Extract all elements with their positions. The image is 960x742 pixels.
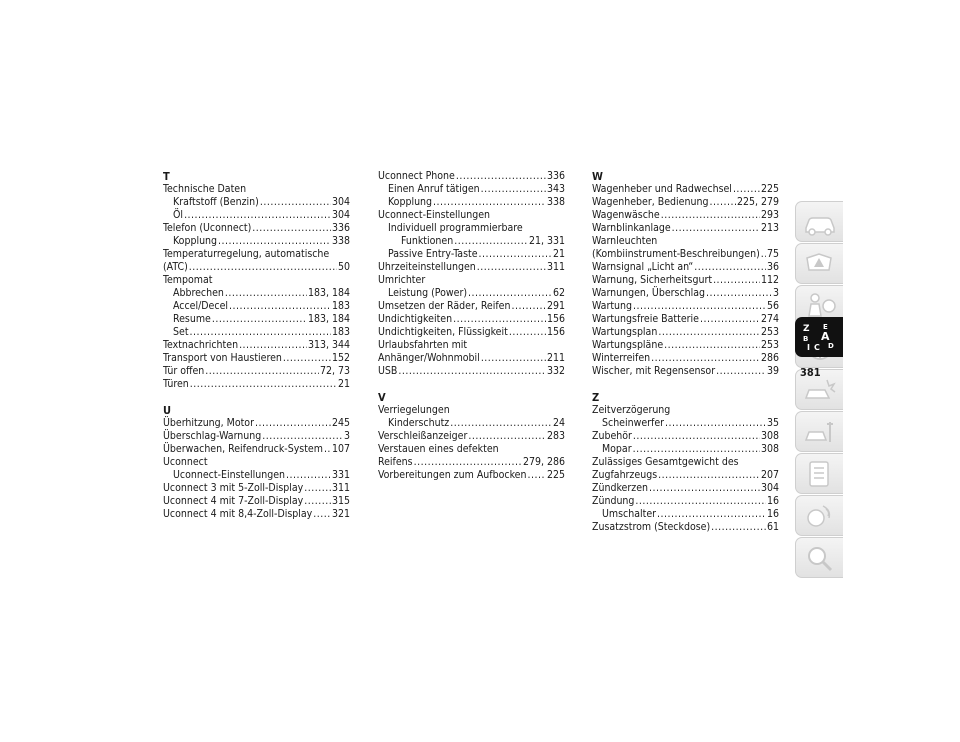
dot-leader <box>283 352 331 365</box>
entry-label: Zusatzstrom (Steckdose) <box>592 521 711 533</box>
entry-page-ref[interactable]: 61 <box>766 521 779 533</box>
index-entry[interactable] <box>592 365 779 378</box>
entry-label: Undichtigkeiten <box>378 313 453 325</box>
dot-leader <box>509 326 546 339</box>
dot-leader <box>304 495 331 508</box>
index-entry[interactable] <box>163 378 350 391</box>
dot-leader <box>711 521 766 534</box>
entry-label: Kinderschutz <box>388 417 450 429</box>
entry-label: Leistung (Power) <box>388 287 468 299</box>
entry-page-ref[interactable]: 72, 73 <box>319 365 350 377</box>
entry-label: Wartungsplan <box>592 326 658 338</box>
index-heading <box>592 456 779 469</box>
entry-label: Anhänger/Wohnmobil <box>378 352 480 364</box>
dot-leader <box>664 339 760 352</box>
entry-label: Reifens <box>378 456 413 468</box>
index-entry[interactable] <box>163 287 350 300</box>
entry-page-ref[interactable]: 338 <box>331 235 350 247</box>
tab-dashboard-warning[interactable] <box>795 243 843 284</box>
entry-label: Verschleißanzeiger <box>378 430 468 442</box>
index-entry[interactable] <box>163 261 350 274</box>
index-heading <box>163 183 350 196</box>
entry-label: Funktionen <box>401 235 454 247</box>
svg-text:Z: Z <box>803 324 810 334</box>
index-entry[interactable] <box>163 365 350 378</box>
dot-leader <box>700 313 760 326</box>
dot-leader <box>468 430 546 443</box>
svg-text:A: A <box>821 330 830 343</box>
dot-leader <box>672 222 760 235</box>
entry-page-ref[interactable]: 21 <box>337 378 350 390</box>
index-entry[interactable] <box>592 300 779 313</box>
entry-page-ref[interactable]: 36 <box>766 261 779 273</box>
section-letter: V <box>378 391 386 404</box>
entry-page-ref[interactable]: 283 <box>546 430 565 442</box>
entry-label: Überwachen, Reifendruck-System <box>163 443 323 455</box>
entry-page-ref[interactable]: 308 <box>760 443 779 455</box>
index-entry[interactable] <box>378 287 565 300</box>
dot-leader <box>658 469 760 482</box>
entry-page-ref[interactable]: 343 <box>546 183 565 195</box>
dot-leader <box>706 287 772 300</box>
dot-leader <box>454 235 528 248</box>
dot-leader <box>665 417 766 430</box>
entry-page-ref[interactable]: 21, 331 <box>528 235 565 247</box>
section-gap <box>378 378 565 391</box>
entry-label: Technische Daten <box>163 183 247 195</box>
dot-leader <box>252 222 331 235</box>
index-entry[interactable] <box>163 430 350 443</box>
index-entry[interactable] <box>378 313 565 326</box>
entry-label: Einen Anruf tätigen <box>388 183 480 195</box>
entry-page-ref[interactable]: 24 <box>552 417 565 429</box>
dot-leader <box>651 352 760 365</box>
entry-page-ref[interactable]: 207 <box>760 469 779 481</box>
dot-leader <box>225 287 307 300</box>
dot-leader <box>190 378 337 391</box>
tab-search[interactable] <box>795 537 843 578</box>
index-entry[interactable] <box>378 352 565 365</box>
entry-label: Uhrzeiteinstellungen <box>378 261 476 273</box>
car-service-icon <box>803 418 837 446</box>
index-entry[interactable] <box>592 287 779 300</box>
index-heading <box>378 339 565 352</box>
dot-leader <box>229 300 331 313</box>
index-entry[interactable] <box>163 209 350 222</box>
svg-text:I: I <box>807 343 810 352</box>
entry-label: Zündkerzen <box>592 482 648 494</box>
entry-page-ref[interactable]: 112 <box>760 274 779 286</box>
entry-label: (ATC) <box>163 261 188 273</box>
index-entry[interactable] <box>592 326 779 339</box>
index-heading <box>163 274 350 287</box>
dot-leader <box>761 248 766 261</box>
alphabetical-index-icon <box>801 322 837 352</box>
page-number: 381 <box>800 366 821 379</box>
dot-leader <box>450 417 552 430</box>
entry-page-ref[interactable]: 35 <box>766 417 779 429</box>
entry-label: Winterreifen <box>592 352 651 364</box>
index-column-1 <box>163 170 350 521</box>
section-gap <box>592 378 779 391</box>
index-entry[interactable] <box>592 352 779 365</box>
entry-page-ref[interactable]: 75 <box>766 248 779 260</box>
index-entry[interactable] <box>163 339 350 352</box>
entry-label: Überschlag-Warnung <box>163 430 262 442</box>
entry-label: Kopplung <box>173 235 218 247</box>
dot-leader <box>633 300 766 313</box>
index-entry[interactable] <box>592 313 779 326</box>
entry-label: Accel/Decel <box>173 300 229 312</box>
dot-leader <box>633 443 760 456</box>
dot-leader <box>189 261 337 274</box>
entry-page-ref[interactable]: 279, 286 <box>522 456 565 468</box>
entry-page-ref[interactable]: 156 <box>546 326 565 338</box>
section-letter: Z <box>592 391 600 404</box>
index-entry[interactable] <box>592 508 779 521</box>
entry-page-ref[interactable]: 39 <box>766 365 779 377</box>
entry-page-ref[interactable]: 311 <box>546 261 565 273</box>
index-heading <box>378 209 565 222</box>
index-entry[interactable] <box>592 495 779 508</box>
entry-page-ref[interactable]: 291 <box>546 300 565 312</box>
entry-page-ref[interactable]: 56 <box>766 300 779 312</box>
entry-page-ref[interactable]: 331 <box>331 469 350 481</box>
entry-page-ref[interactable]: 253 <box>760 326 779 338</box>
dot-leader <box>433 196 546 209</box>
entry-label: Scheinwerfer <box>602 417 665 429</box>
entry-label: Textnachrichten <box>163 339 239 351</box>
index-entry[interactable] <box>163 469 350 482</box>
dot-leader <box>649 482 760 495</box>
entry-label: Set <box>173 326 189 338</box>
dot-leader <box>709 196 735 209</box>
index-entry[interactable] <box>163 326 350 339</box>
dot-leader <box>255 417 331 430</box>
section-letter: W <box>592 170 603 183</box>
car-info-icon <box>803 208 837 236</box>
index-entry[interactable] <box>378 170 565 183</box>
entry-label: Wagenheber, Bedienung <box>592 196 709 208</box>
dot-leader <box>456 170 546 183</box>
index-heading <box>378 222 565 235</box>
dot-leader <box>398 365 546 378</box>
dot-leader <box>324 443 331 456</box>
entry-label: USB <box>378 365 398 377</box>
entry-label: Wartungspläne <box>592 339 664 351</box>
svg-text:C: C <box>814 343 820 352</box>
entry-page-ref[interactable]: 338 <box>546 196 565 208</box>
entry-page-ref[interactable]: 304 <box>331 209 350 221</box>
entry-page-ref[interactable]: 152 <box>331 352 350 364</box>
entry-label: Wischer, mit Regensensor <box>592 365 716 377</box>
entry-page-ref[interactable]: 3 <box>343 430 350 442</box>
dot-leader <box>713 274 760 287</box>
entry-label: Individuell programmierbare <box>388 222 523 234</box>
index-entry[interactable] <box>163 482 350 495</box>
entry-page-ref[interactable]: 156 <box>546 313 565 325</box>
dot-leader <box>635 495 766 508</box>
dot-leader <box>453 313 546 326</box>
entry-label: Kopplung <box>388 196 433 208</box>
section-letter: T <box>163 170 170 183</box>
index-heading <box>163 248 350 261</box>
entry-page-ref[interactable]: 183, 184 <box>307 287 350 299</box>
entry-page-ref[interactable]: 311 <box>331 482 350 494</box>
dot-leader <box>190 326 331 339</box>
index-entry[interactable] <box>592 339 779 352</box>
entry-label: Telefon (Uconnect) <box>163 222 252 234</box>
entry-page-ref[interactable]: 183, 184 <box>307 313 350 325</box>
section-gap <box>163 391 350 404</box>
index-entry[interactable] <box>592 443 779 456</box>
index-heading <box>378 443 565 456</box>
dot-leader <box>239 339 307 352</box>
svg-text:B: B <box>803 335 809 343</box>
entry-label: Uconnect 4 mit 8,4-Zoll-Display <box>163 508 313 520</box>
entry-page-ref[interactable]: 225 <box>760 183 779 195</box>
index-entry[interactable] <box>378 365 565 378</box>
dot-leader <box>262 430 343 443</box>
dot-leader <box>633 430 760 443</box>
entry-page-ref[interactable]: 16 <box>766 508 779 520</box>
entry-label: Temperaturregelung, automatische <box>163 248 330 260</box>
dot-leader <box>212 313 307 326</box>
entry-label: Überhitzung, Motor <box>163 417 254 429</box>
index-entry[interactable] <box>378 469 565 482</box>
dot-leader <box>716 365 766 378</box>
entry-label: Uconnect Phone <box>378 170 455 182</box>
entry-label: Wartungsfreie Batterie <box>592 313 699 325</box>
dot-leader <box>468 287 552 300</box>
car-crash-icon <box>803 376 837 404</box>
dot-leader <box>479 248 552 261</box>
entry-label: Wartung <box>592 300 633 312</box>
dot-leader <box>218 235 331 248</box>
index-entry[interactable] <box>592 417 779 430</box>
dot-leader <box>733 183 760 196</box>
index-entry[interactable] <box>163 196 350 209</box>
entry-label: Resume <box>173 313 211 325</box>
entry-page-ref[interactable]: 50 <box>337 261 350 273</box>
specifications-list-icon <box>803 460 837 488</box>
index-entry[interactable] <box>378 430 565 443</box>
entry-label: Zündung <box>592 495 635 507</box>
index-entry[interactable] <box>378 248 565 261</box>
index-entry[interactable] <box>378 183 565 196</box>
entry-page-ref[interactable]: 183 <box>331 326 350 338</box>
entry-label: Zugfahrzeugs <box>592 469 658 481</box>
entry-label: Mopar <box>602 443 632 455</box>
entry-label: Tür offen <box>163 365 205 377</box>
entry-label: Warnleuchten <box>592 235 658 247</box>
index-entry[interactable] <box>378 417 565 430</box>
dot-leader <box>661 209 760 222</box>
index-entry[interactable] <box>378 300 565 313</box>
section-letter: U <box>163 404 172 417</box>
entry-label: Zubehör <box>592 430 632 442</box>
entry-label: Umschalter <box>602 508 657 520</box>
airbag-seatbelt-icon <box>803 292 837 320</box>
index-heading <box>163 456 350 469</box>
dot-leader <box>260 196 331 209</box>
multimedia-icon <box>803 502 837 530</box>
entry-label: Kraftstoff (Benzin) <box>173 196 259 208</box>
entry-page-ref[interactable]: 315 <box>331 495 350 507</box>
entry-page-ref[interactable]: 225, 279 <box>736 196 779 208</box>
index-entry[interactable] <box>592 482 779 495</box>
entry-page-ref[interactable]: 274 <box>760 313 779 325</box>
dot-leader <box>205 365 319 378</box>
entry-label: Tempomat <box>163 274 213 286</box>
tab-car-info[interactable] <box>795 201 843 242</box>
entry-label: Warnblinkanlage <box>592 222 671 234</box>
dot-leader <box>304 482 331 495</box>
index-entry[interactable] <box>592 183 779 196</box>
index-column-3 <box>592 170 779 534</box>
entry-page-ref[interactable]: 321 <box>331 508 350 520</box>
tab-multimedia[interactable] <box>795 495 843 536</box>
entry-page-ref[interactable]: 245 <box>331 417 350 429</box>
dot-leader <box>511 300 545 313</box>
index-entry[interactable] <box>592 274 779 287</box>
index-entry[interactable] <box>163 508 350 521</box>
index-entry[interactable] <box>163 313 350 326</box>
search-icon <box>803 544 837 572</box>
index-heading <box>378 274 565 287</box>
index-entry[interactable] <box>592 196 779 209</box>
index-entry[interactable] <box>592 430 779 443</box>
entry-page-ref[interactable]: 304 <box>760 482 779 494</box>
index-entry[interactable] <box>163 300 350 313</box>
entry-label: Warnung, Sicherheitsgurt <box>592 274 713 286</box>
entry-page-ref[interactable]: 3 <box>772 287 779 299</box>
index-entry[interactable] <box>378 196 565 209</box>
entry-label: Umsetzen der Räder, Reifen <box>378 300 511 312</box>
entry-page-ref[interactable]: 308 <box>760 430 779 442</box>
entry-label: Verriegelungen <box>378 404 450 416</box>
index-entry[interactable] <box>592 261 779 274</box>
entry-label: Uconnect-Einstellungen <box>173 469 286 481</box>
entry-page-ref[interactable]: 293 <box>760 209 779 221</box>
entry-page-ref[interactable]: 225 <box>546 469 565 481</box>
index-entry[interactable] <box>163 443 350 456</box>
entry-label: Verstauen eines defekten <box>378 443 499 455</box>
index-entry[interactable] <box>163 222 350 235</box>
entry-page-ref[interactable]: 213 <box>760 222 779 234</box>
dashboard-warning-icon <box>803 250 837 278</box>
entry-label: Uconnect <box>163 456 208 468</box>
index-column-2 <box>378 170 565 482</box>
entry-label: Abbrechen <box>173 287 224 299</box>
entry-page-ref[interactable]: 253 <box>760 339 779 351</box>
index-entry[interactable] <box>592 209 779 222</box>
dot-leader <box>694 261 766 274</box>
index-entry[interactable] <box>163 417 350 430</box>
entry-page-ref[interactable]: 16 <box>766 495 779 507</box>
dot-leader <box>313 508 331 521</box>
dot-leader <box>481 183 546 196</box>
entry-label: Öl <box>173 209 184 221</box>
entry-label: Passive Entry-Taste <box>388 248 478 260</box>
dot-leader <box>184 209 331 222</box>
dot-leader <box>477 261 546 274</box>
tab-car-service[interactable] <box>795 411 843 452</box>
index-entry[interactable] <box>378 326 565 339</box>
dot-leader <box>286 469 331 482</box>
entry-label: (Kombiinstrument-Beschreibungen) <box>592 248 760 260</box>
entry-label: Uconnect 4 mit 7-Zoll-Display <box>163 495 304 507</box>
index-entry[interactable] <box>163 495 350 508</box>
dot-leader <box>481 352 546 365</box>
index-heading <box>378 404 565 417</box>
entry-page-ref[interactable]: 336 <box>331 222 350 234</box>
tab-specifications[interactable] <box>795 453 843 494</box>
entry-page-ref[interactable]: 183 <box>331 300 350 312</box>
entry-page-ref[interactable]: 332 <box>546 365 565 377</box>
entry-label: Transport von Haustieren <box>163 352 282 364</box>
entry-label: Wagenheber und Radwechsel <box>592 183 732 195</box>
tab-alphabetical-index[interactable] <box>795 317 843 357</box>
entry-label: Uconnect 3 mit 5-Zoll-Display <box>163 482 304 494</box>
entry-label: Uconnect-Einstellungen <box>378 209 491 221</box>
entry-label: Umrichter <box>378 274 426 286</box>
dot-leader <box>657 508 766 521</box>
index-entry[interactable] <box>378 456 565 469</box>
entry-label: Wagenwäsche <box>592 209 660 221</box>
svg-text:E: E <box>823 323 828 331</box>
entry-page-ref[interactable]: 336 <box>546 170 565 182</box>
index-entry[interactable] <box>378 261 565 274</box>
index-heading <box>592 235 779 248</box>
entry-page-ref[interactable]: 304 <box>331 196 350 208</box>
index-entry[interactable] <box>163 352 350 365</box>
index-entry[interactable] <box>592 469 779 482</box>
entry-label: Undichtigkeiten, Flüssigkeit <box>378 326 508 338</box>
entry-page-ref[interactable]: 21 <box>552 248 565 260</box>
index-entry[interactable] <box>592 222 779 235</box>
entry-label: Zeitverzögerung <box>592 404 671 416</box>
entry-page-ref[interactable]: 211 <box>546 352 565 364</box>
dot-leader <box>658 326 760 339</box>
entry-label: Türen <box>163 378 189 390</box>
dot-leader <box>527 469 545 482</box>
entry-page-ref[interactable]: 313, 344 <box>307 339 350 351</box>
index-entry[interactable] <box>592 521 779 534</box>
entry-label: Vorbereitungen zum Aufbocken <box>378 469 527 481</box>
entry-label: Warnungen, Überschlag <box>592 287 706 299</box>
index-entry[interactable] <box>592 248 779 261</box>
svg-text:D: D <box>828 342 834 350</box>
entry-label: Urlaubsfahrten mit <box>378 339 468 351</box>
entry-page-ref[interactable]: 286 <box>760 352 779 364</box>
entry-label: Zulässiges Gesamtgewicht des <box>592 456 739 468</box>
index-heading <box>592 404 779 417</box>
index-entry[interactable] <box>378 235 565 248</box>
entry-page-ref[interactable]: 107 <box>331 443 350 455</box>
index-entry[interactable] <box>163 235 350 248</box>
dot-leader <box>414 456 522 469</box>
entry-page-ref[interactable]: 62 <box>552 287 565 299</box>
entry-label: Warnsignal „Licht an“ <box>592 261 694 273</box>
